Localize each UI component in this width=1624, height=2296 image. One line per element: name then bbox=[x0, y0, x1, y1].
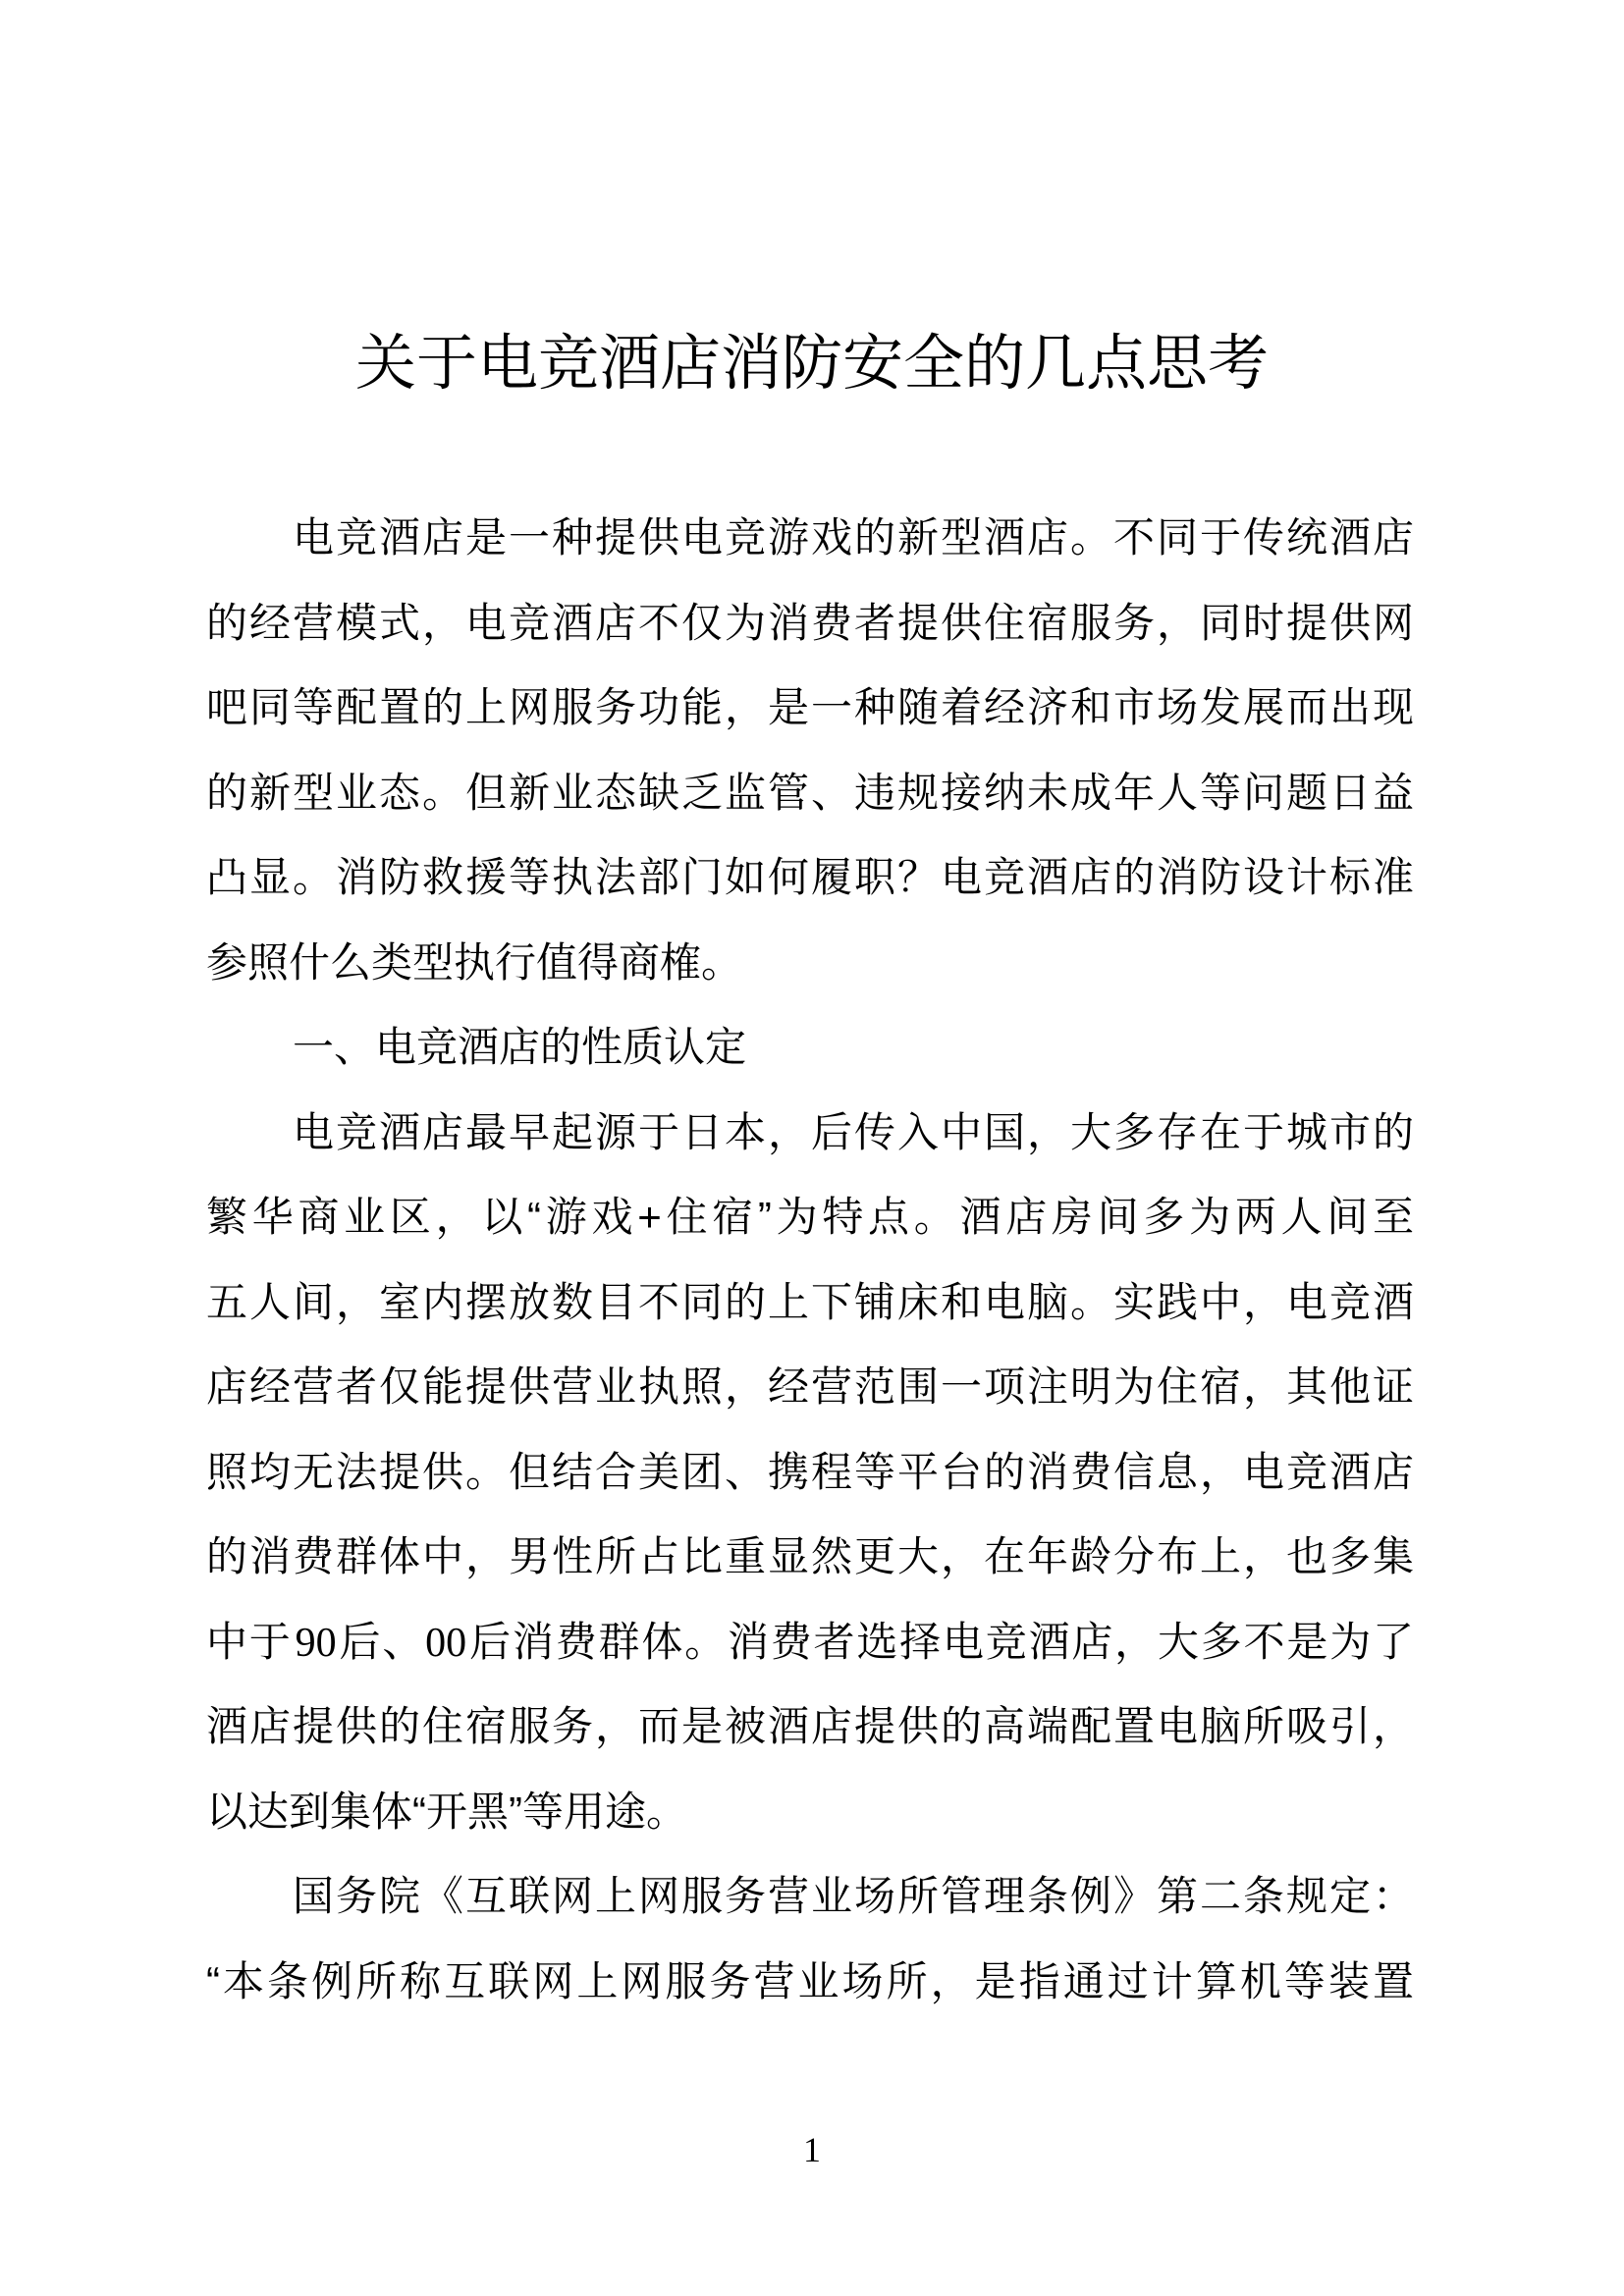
body-line: 的消费群体中，男性所占比重显然更大，在年龄分布上，也多集 bbox=[206, 1533, 1414, 1579]
body-line: 电竞酒店最早起源于日本，后传入中国，大多存在于城市的 bbox=[293, 1108, 1414, 1155]
body-line: 吧同等配置的上网服务功能，是一种随着经济和市场发展而出现 bbox=[206, 684, 1414, 730]
body-line: 繁华商业区，以“游戏+住宿”为特点。酒店房间多为两人间至 bbox=[206, 1194, 1414, 1240]
body-line: 五人间，室内摆放数目不同的上下铺床和电脑。实践中，电竞酒 bbox=[206, 1278, 1414, 1325]
body-line: 参照什么类型执行值得商榷。 bbox=[206, 938, 743, 986]
body-line: 照均无法提供。但结合美团、携程等平台的消费信息，电竞酒店 bbox=[206, 1448, 1414, 1495]
body-line: 店经营者仅能提供营业执照，经营范围一项注明为住宿，其他证 bbox=[206, 1363, 1414, 1410]
page-number: 1 bbox=[803, 2130, 821, 2169]
body-line: 中于 90 后、00 后消费群体。消费者选择电竞酒店，大多不是为了 bbox=[206, 1618, 1414, 1666]
body-line: 电竞酒店是一种提供电竞游戏的新型酒店。不同于传统酒店 bbox=[293, 514, 1414, 561]
section-heading: 一、电竞酒店的性质认定 bbox=[293, 1024, 747, 1070]
document-title: 关于电竞酒店消防安全的几点思考 bbox=[354, 330, 1269, 398]
body-line: 凸显。消防救援等执法部门如何履职？电竞酒店的消防设计标准 bbox=[206, 854, 1414, 900]
body-line: 的经营模式，电竞酒店不仅为消费者提供住宿服务，同时提供网 bbox=[206, 599, 1414, 646]
document-body bbox=[206, 496, 1414, 2024]
body-line: 的新型业态。但新业态缺乏监管、违规接纳未成年人等问题日益 bbox=[206, 769, 1414, 816]
body-line: 国务院《互联网上网服务营业场所管理条例》第二条规定： bbox=[293, 1873, 1414, 1919]
body-line: 酒店提供的住宿服务，而是被酒店提供的高端配置电脑所吸引， bbox=[206, 1703, 1414, 1749]
body-line: 以达到集体“开黑”等用途。 bbox=[206, 1788, 687, 1835]
body-line: “本条例所称互联网上网服务营业场所，是指通过计算机等装置 bbox=[206, 1957, 1414, 2004]
